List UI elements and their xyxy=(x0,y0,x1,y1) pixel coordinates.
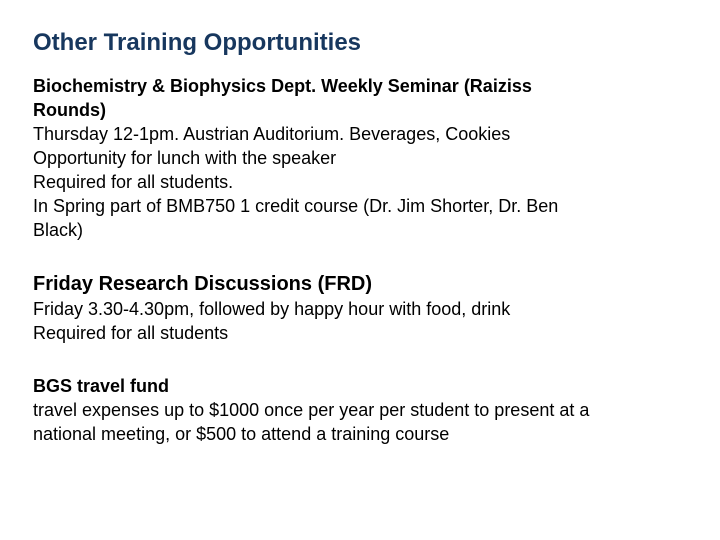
seminar-section xyxy=(33,74,693,242)
bgs-heading: BGS travel fund xyxy=(33,376,170,396)
seminar-heading-line-1: Biochemistry & Biophysics Dept. Weekly Seminar (Raiziss xyxy=(33,76,532,96)
bgs-detail-line: travel expenses up to $1000 once per year per student to present at a xyxy=(33,400,590,420)
slide-body xyxy=(33,74,693,446)
bgs-detail-line: national meeting, or $500 to attend a training course xyxy=(33,424,450,444)
seminar-detail-line: Opportunity for lunch with the speaker xyxy=(33,148,337,168)
seminar-detail-line: Thursday 12-1pm. Austrian Auditorium. Beverages, Cookies xyxy=(33,124,511,144)
frd-section xyxy=(33,271,693,345)
seminar-heading-line-2: Rounds) xyxy=(33,100,106,120)
frd-detail-line: Friday 3.30-4.30pm, followed by happy hour with food, drink xyxy=(33,299,511,319)
seminar-detail-line: Black) xyxy=(33,220,84,240)
frd-heading: Friday Research Discussions (FRD) xyxy=(33,273,372,295)
slide-title: Other Training Opportunities xyxy=(33,29,362,56)
bgs-section xyxy=(33,374,693,446)
seminar-detail-line: In Spring part of BMB750 1 credit course (Dr. Jim Shorter, Dr. Ben xyxy=(33,196,559,216)
frd-detail-line: Required for all students xyxy=(33,323,229,343)
seminar-detail-line: Required for all students. xyxy=(33,172,234,192)
